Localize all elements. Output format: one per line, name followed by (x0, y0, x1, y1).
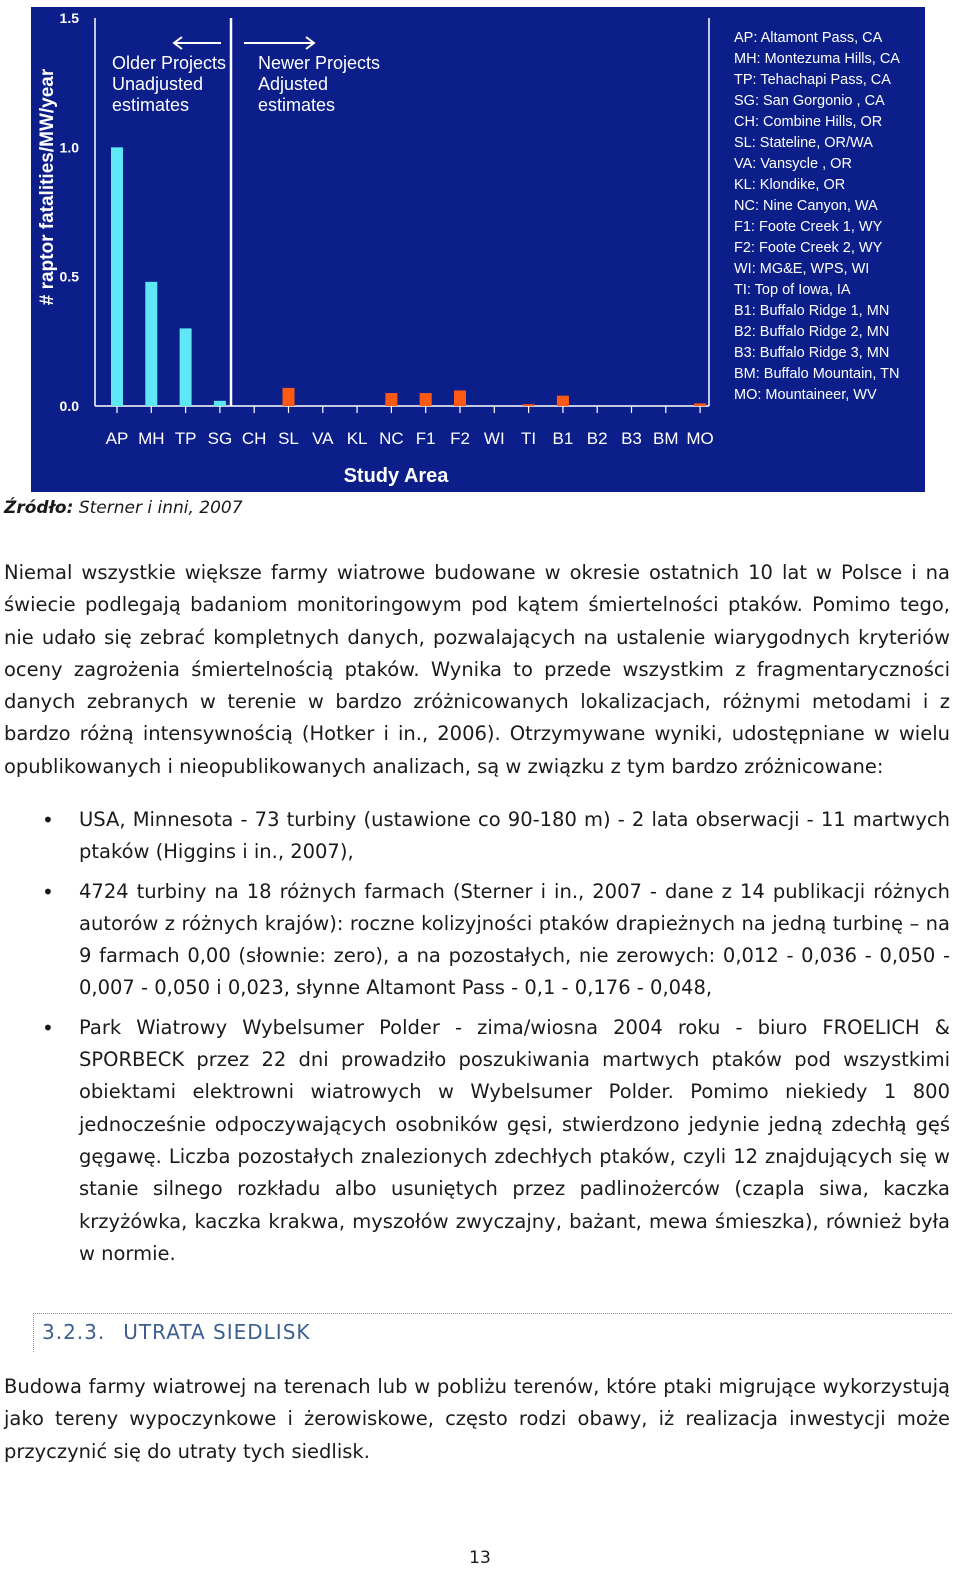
newer-label-text: Adjusted (258, 74, 329, 94)
bullet-icon: • (42, 879, 54, 904)
chart-svg (31, 7, 925, 492)
x-tick-label: MH (138, 429, 165, 448)
bar-AP (111, 147, 123, 406)
x-tick-label: KL (346, 429, 368, 448)
bar-TP (180, 328, 192, 406)
x-tick-label: F1 (415, 429, 436, 448)
y-tick-label: 1.5 (59, 10, 79, 26)
bar-MH (145, 282, 157, 406)
legend-entry: F2: Foote Creek 2, WY (734, 240, 883, 256)
section-heading (42, 1320, 311, 1344)
x-tick-label: AP (105, 429, 129, 448)
legend-entry: TI: Top of Iowa, IA (734, 282, 851, 298)
y-tick-label: 0.5 (59, 268, 79, 285)
list-item-text: Park Wiatrowy Wybelsumer Polder - zima/wiosna 2004 roku - biuro FROELICH & SPORBECK przez 22 dni prowadziło poszukiwania martwych ptaków pod wszystkimi obiektami elektrowni wiatrowych w Wybelsumer Polder. Pomimo niekiedy 1 800 jednocześnie odpoczywających osobników gęsi, stwierdzono jedynie jedną zdechłą gęś gęgawę. Liczba pozostałych znalezionych zdechłych ptaków, czyli 12 znajdujących się w stanie silnego rozkładu albo usuniętych przez padlinożerców (czapla siwa, kaczka krzyżówka, kaczka krakwa, myszołów zwyczajny, bażant, mewa śmieszka), również była w normie. (79, 1015, 950, 1265)
legend (734, 30, 900, 403)
bar-B1 (557, 396, 569, 406)
bar-TI (523, 404, 535, 406)
y-tick-label: 1.0 (59, 139, 79, 156)
legend-entry: MH: Montezuma Hills, CA (734, 51, 900, 67)
x-tick-label: NC (379, 429, 404, 448)
x-tick-label: BM (653, 429, 679, 448)
legend-entry: B3: Buffalo Ridge 3, MN (734, 345, 890, 361)
caption-label: Źródło: (4, 498, 74, 518)
legend-entry: TP: Tehachapi Pass, CA (734, 72, 891, 88)
section-title: UTRATA SIEDLISK (123, 1320, 311, 1344)
legend-entry: BM: Buffalo Mountain, TN (734, 366, 900, 382)
legend-entry: MO: Mountaineer, WV (734, 387, 877, 403)
x-tick-label: VA (312, 429, 334, 448)
legend-entry: VA: Vansycle , OR (734, 156, 852, 172)
legend-entry: AP: Altamont Pass, CA (734, 30, 883, 46)
y-axis-label: # raptor fatalities/MW/year (37, 68, 58, 306)
bar-MO (694, 403, 706, 406)
x-tick-label: SL (278, 429, 299, 448)
bar-F2 (454, 390, 466, 406)
legend-entry: WI: MG&E, WPS, WI (734, 261, 870, 277)
legend-entry: B2: Buffalo Ridge 2, MN (734, 324, 890, 340)
x-tick-label: CH (241, 429, 267, 448)
bar-F1 (420, 393, 432, 406)
x-tick-label: B1 (552, 429, 574, 448)
group-label-older (112, 37, 226, 115)
list-item-text: USA, Minnesota - 73 turbiny (ustawione co 90-180 m) - 2 lata obserwacji - 11 martwych ptaków (Higgins i in., 2007), (79, 808, 950, 864)
x-tick-label: B3 (621, 429, 642, 448)
y-ticks (60, 10, 80, 414)
older-label-text: Older Projects (112, 53, 227, 73)
bar-NC (385, 393, 397, 406)
x-tick-label: TI (521, 429, 537, 448)
list-item (4, 804, 950, 869)
y-tick-label: 0.0 (59, 398, 79, 414)
x-ticks (106, 406, 714, 448)
paragraph-intro: Niemal wszystkie większe farmy wiatrowe budowane w okresie ostatnich 10 lat w Polsce i na świecie podlegają badaniom monitoringowym pod kątem śmiertelności ptaków. Pomimo tego, nie udało się zebrać kompletnych danych, pozwalających na ustalenie wiarygodnych kryteriów oceny zagrożenia śmiertelnością ptaków. Wynika to przede wszystkim z fragmentaryczności danych zebranych w terenie w bardzo zróżnicowanych lokalizacjach, różnymi metodami i z bardzo różną intensywnością (Hotker i in., 2006). Otrzymywane wyniki, udostępniane w wielu opublikowanych i nieopublikowanych analizach, są w związku z tym bardzo zróżnicowane: (4, 561, 950, 778)
x-tick-label: F2 (450, 429, 470, 448)
legend-entry: NC: Nine Canyon, WA (734, 198, 878, 214)
bullet-icon: • (42, 808, 54, 832)
bar-SL (283, 388, 295, 406)
paragraph-habitat: Budowa farmy wiatrowej na terenach lub w pobliżu terenów, które ptaki migrujące wykorzystują jako tereny wypoczynkowe i żerowiskowe, często rodzi obawy, iż realizacja inwestycji może przyczynić się do utraty tych siedlisk. (4, 1375, 950, 1463)
legend-entry: KL: Klondike, OR (734, 177, 846, 193)
newer-label-text: Newer Projects (258, 53, 381, 73)
newer-label-text: estimates (258, 95, 336, 115)
caption-text: Sterner i inni, 2007 (73, 498, 243, 518)
raptor-fatality-chart (31, 7, 925, 492)
list-item-text: 4724 turbiny na 18 różnych farmach (Sterner i in., 2007 - dane z 14 publikacji różnych autorów z różnych krajów): roczne kolizyjności ptaków drapieżnych na jedną turbinę – na 9 farmach 0,00 (słownie: zero), a na pozostałych, nie zerowych: 0,012 - 0,036 - 0,050 - 0,007 - 0,050 i 0,023, słynne Altamont Pass - 0,1 - 0,176 - 0,048, (79, 879, 950, 1000)
bars (111, 147, 706, 406)
section-number: 3.2.3. (42, 1320, 106, 1344)
legend-entry: CH: Combine Hills, OR (734, 114, 883, 130)
older-label-text: estimates (112, 95, 190, 115)
x-axis-label: Study Area (343, 465, 449, 487)
list-item (4, 876, 950, 1005)
x-tick-label: SG (207, 429, 233, 448)
x-tick-label: WI (483, 429, 505, 448)
x-tick-label: TP (174, 429, 197, 448)
list-item (4, 1012, 950, 1270)
figure-caption (4, 498, 243, 518)
group-label-newer (244, 37, 380, 115)
older-label-text: Unadjusted (112, 74, 204, 94)
x-tick-label: MO (686, 429, 714, 448)
bullet-icon: • (42, 1015, 54, 1040)
x-tick-label: B2 (586, 429, 608, 448)
legend-entry: B1: Buffalo Ridge 1, MN (734, 303, 890, 319)
bullet-list (4, 804, 950, 1277)
legend-entry: SG: San Gorgonio , CA (734, 93, 885, 109)
bar-SG (214, 401, 226, 406)
page-number: 13 (469, 1548, 491, 1568)
legend-entry: F1: Foote Creek 1, WY (734, 219, 883, 235)
legend-entry: SL: Stateline, OR/WA (734, 135, 873, 151)
